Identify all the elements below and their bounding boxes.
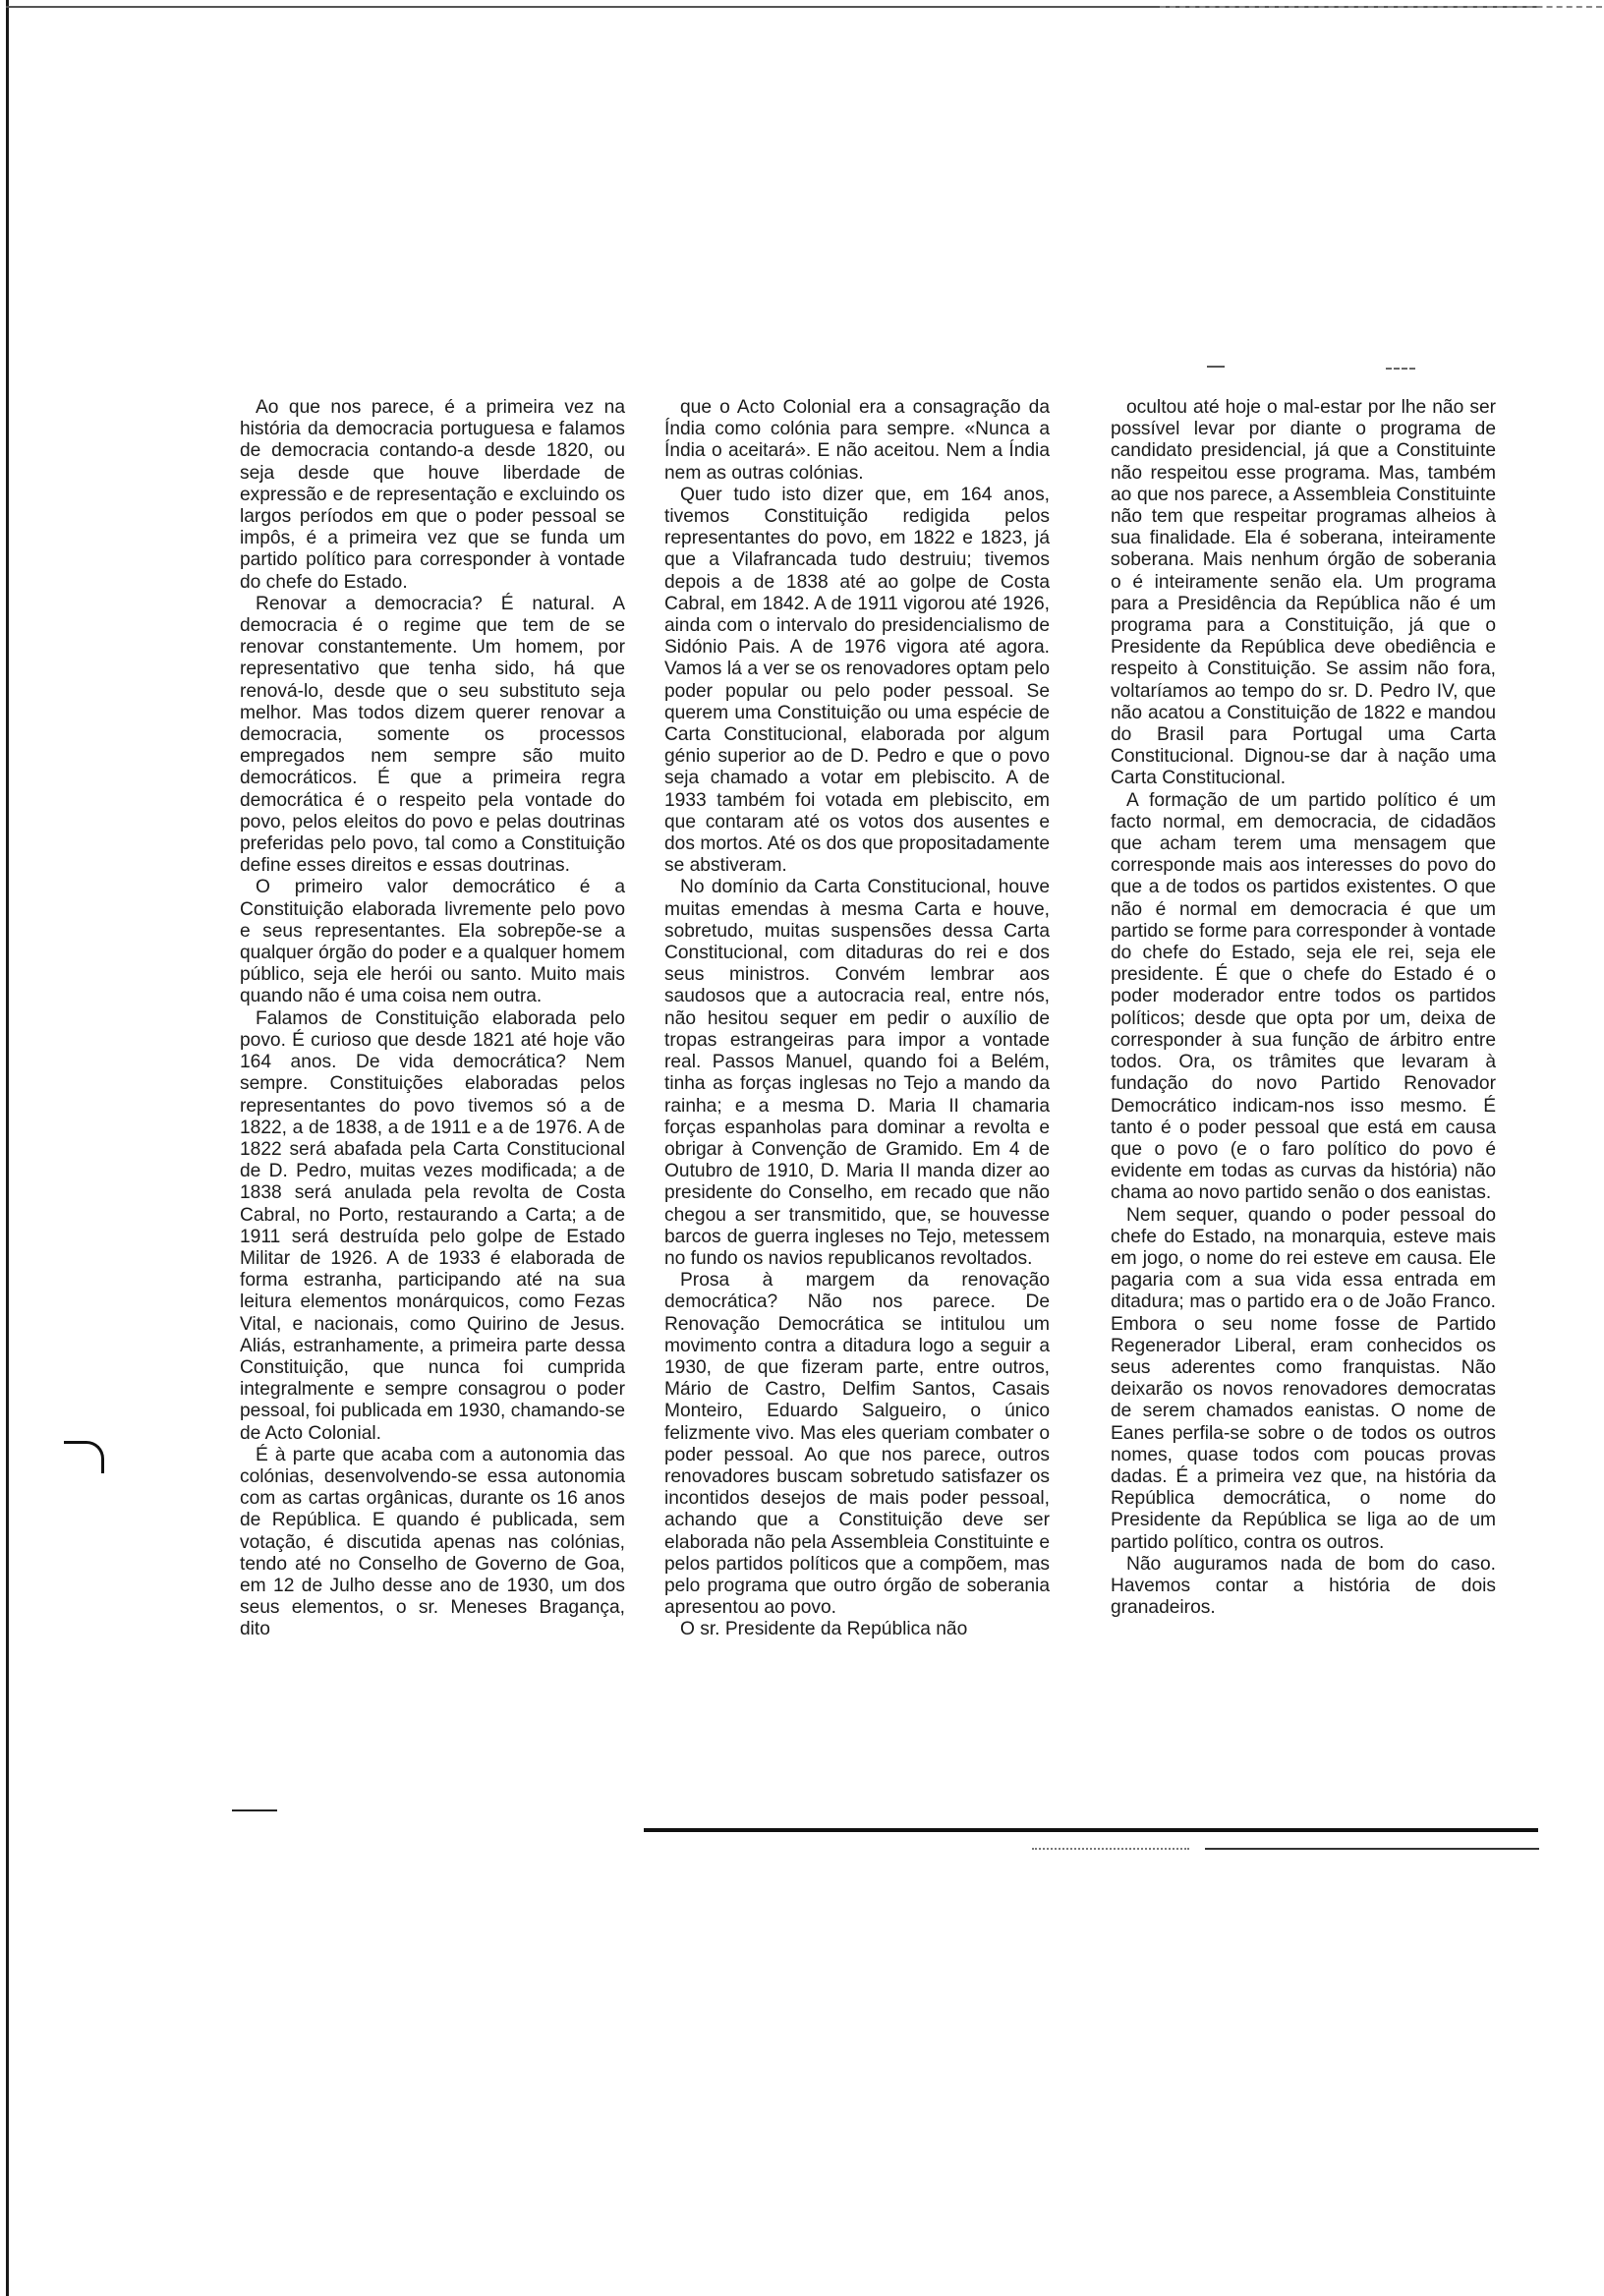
paragraph: O sr. Presidente da República não	[680, 1619, 968, 1640]
article-column-3	[1111, 397, 1496, 1619]
paragraph: No domínio da Carta Constitucional, houve muitas emendas à mesma Carta e houve, sobretudo, muitas suspensões dessa Carta Constitucional, com ditaduras do rei e dos seus ministros. Convém lembrar aos saudosos que a autocracia real, entre nós, não hesitou sequer em pedir o auxílio de tropas estrangeiras para impor a vontade real. Passos Manuel, quando foi a Belém, tinha as forças inglesas no Tejo a mando da rainha; e a mesma D. Maria II chamaria forças espanholas para dominar a revolta e obrigar à Convenção de Gramido. Em 4 de Outubro de 1910, D. Maria II manda dizer ao presidente do Conselho, em recado que não chegou a ser transmitido, que, se houvesse barcos de guerra ingleses no Tejo, metessem no fundo os navios republicanos revoltados.	[664, 877, 1050, 1269]
article-end-rule	[644, 1828, 1538, 1832]
paragraph: ocultou até hoje o mal-estar por lhe não ser possível levar por diante o programa de candidato presidencial, já que a Constituinte não respeitou esse programa. Mas, também ao que nos parece, a Assembleia Constituinte não tem que respeitar programas alheios à sua finalidade. Ela é soberana, inteiramente soberana. Mais nenhum órgão de soberania o é inteiramente senão ela. Um programa para a Presidência da República não é um programa para a Constituição, já que o Presidente da República deve obediência e respeito à Constituição. Se assim não fora, voltaríamos ao tempo do sr. D. Pedro IV, que não acatou a Constituição de 1822 e mandou do Brasil para Portugal uma Carta Constitucional. Dignou-se dar à nação uma Carta Constitucional.	[1111, 397, 1496, 789]
paragraph: Falamos de Constituição elaborada pelo povo. É curioso que desde 1821 até hoje vão 164 anos. De vida democrática? Nem sempre. Constituições elaboradas pelos representantes do povo tivemos só a de 1822, a de 1838, a de 1911 e a de 1976. A de 1822 será abafada pela Carta Constitucional de D. Pedro, muitas vezes modificada; a de 1838 será anulada pela revolta de Costa Cabral, no Porto, restaurando a Carta; a de 1911 será destruída pelo golpe de Estado Militar de 1926. A de 1933 é elaborada de forma estranha, participando até na sua leitura elementos monárquicos, como Fezas Vital, e nacionais, como Quirino de Jesus. Aliás, estranhamente, a primeira parte dessa Constituição, que nunca foi cumprida integralmente e sempre consagrou o poder pessoal, foi publicada em 1930, chamando-se de Acto Colonial.	[240, 1007, 625, 1444]
scan-left-edge	[6, 0, 9, 2296]
article-end-dotted-rule	[1032, 1848, 1189, 1850]
margin-hook-mark	[64, 1441, 104, 1473]
paragraph: O primeiro valor democrático é a Constituição elaborada livremente pelo povo e seus representantes. Ela sobrepõe-se a qualquer órgão do poder e a qualquer homem público, seja ele herói ou santo. Muito mais quando não é uma coisa nem outra.	[240, 877, 625, 1007]
paragraph: É à parte que acaba com a autonomia das colónias, desenvolvendo-se essa autonomia com as cartas orgânicas, durante os 16 anos de República. E quando é publicada, sem votação, é discutida apenas nas colónias, tendo até no Conselho de Governo de Goa, em 12 de Julho desse ano de 1930, um dos seus elementos, o sr. Meneses Bragança, dito	[240, 1444, 625, 1640]
paragraph: que o Acto Colonial era a consagração da Índia como colónia para sempre. «Nunca a Índia o aceitará». E não aceitou. Nem a Índia nem as outras colónias.	[664, 397, 1050, 484]
paragraph: Nem sequer, quando o poder pessoal do chefe do Estado, na monarquia, esteve mais em jogo, o nome do rei esteve em causa. Ele pagaria com a sua vida essa entrada em ditadura; mas o partido era o de João Franco. Embora o seu nome fosse de Partido Regenerador Liberal, eram conhecidos os seus aderentes como franquistas. Não deixarão os novos renovadores democratas de serem chamados eanistas. O nome de Eanes perfila-se sobre o de todos os outros nomes, quase todos com poucas provas dadas. É a primeira vez que, na história da República democrática, o nome do Presidente da República se liga ao de um partido político, contra os outros.	[1111, 1204, 1496, 1553]
scan-mark	[1207, 366, 1225, 368]
paragraph: Quer tudo isto dizer que, em 164 anos, tivemos Constituição redigida pelos representantes do povo, em 1822 e 1823, já que a Vilafrancada tudo destruiu; tivemos depois a de 1838 até ao golpe de Costa Cabral, em 1842. A de 1911 vigorou até 1926, ainda com o intervalo do presidencialismo de Sidónio Pais. A de 1976 vigora até agora. Vamos lá a ver se os renovadores optam pelo poder popular ou pelo poder pessoal. Se querem uma Constituição ou uma espécie de Carta Constitucional, elaborada por algum génio superior ao de D. Pedro e que o povo seja chamado a votar em plebiscito. A de 1933 também foi votada em plebiscito, em que contaram até os votos dos ausentes e dos mortos. Até os dos que propositadamente se abstiveram.	[664, 484, 1050, 877]
article-end-rule-secondary	[1205, 1848, 1539, 1850]
paragraph: Ao que nos parece, é a primeira vez na história da democracia portuguesa e falamos de democracia contando-a desde 1820, ou seja desde que houve liberdade de expressão e de representação e excluindo os largos períodos em que o poder pessoal se impôs, é a primeira vez que se funda um partido político para corresponder à vontade do chefe do Estado.	[240, 397, 625, 593]
article-column-2	[664, 397, 1050, 1641]
paragraph: Não auguramos nada de bom do caso. Havemos contar a história de dois granadeiros.	[1111, 1553, 1496, 1619]
scan-mark	[1386, 368, 1415, 370]
article-column-1	[240, 397, 625, 1641]
scan-top-edge-dashed	[1160, 6, 1602, 8]
paragraph: A formação de um partido político é um facto normal, em democracia, de cidadãos que acham terem uma mensagem que corresponde mais aos interesses do povo do que a de todos os partidos existentes. O que não é normal em democracia é que um partido se forme para corresponder à vontade do chefe do Estado, seja ele rei, seja ele presidente. É que o chefe do Estado é o poder moderador entre todos os partidos políticos; desde que opta por um, deixa de corresponder à sua função de árbitro entre todos. Ora, os trâmites que levaram à fundação do novo Partido Renovador Democrático indicam-nos isso mesmo. É tanto é o poder pessoal que está em causa que o povo (e o faro político do povo é evidente em todas as curvas da história) não chama ao novo partido senão o dos eanistas.	[1111, 789, 1496, 1204]
column-end-rule	[232, 1809, 277, 1811]
paragraph: Renovar a democracia? É natural. A democracia é o regime que tem de se renovar constantemente. Um homem, por representativo que tenha sido, há que renová-lo, desde que o seu substituto seja melhor. Mas todos dizem querer renovar a democracia, somente os processos empregados nem sempre são muito democráticos. É que a primeira regra democrática é o respeito pela vontade do povo, pelos eleitos do povo e pelas doutrinas preferidas pelo povo, tal como a Constituição define esses direitos e essas doutrinas.	[240, 593, 625, 877]
paragraph: Prosa à margem da renovação democrática? Não nos parece. De Renovação Democrática se intitulou um movimento contra a ditadura logo a seguir a 1930, de que fizeram parte, entre outros, Mário de Castro, Delfim Santos, Casais Monteiro, Eduardo Salgueiro, o único felizmente vivo. Mas eles queriam combater o poder pessoal. Ao que nos parece, outros renovadores buscam sobretudo satisfazer os incontidos desejos de mais poder pessoal, achando que a Constituição deve ser elaborada não pela Assembleia Constituinte e pelos partidos políticos que a compõem, mas pelo programa que outro órgão de soberania apresentou ao povo.	[664, 1270, 1050, 1619]
